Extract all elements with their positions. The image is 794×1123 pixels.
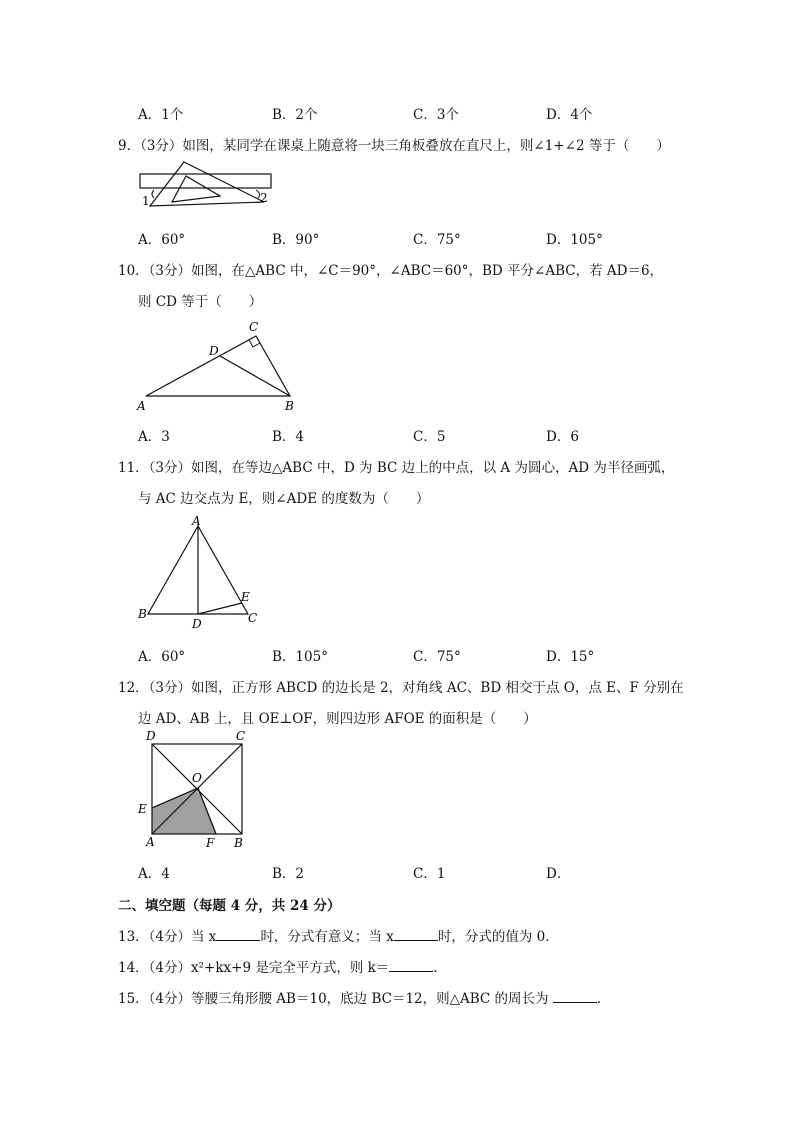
q11-text-line2: 与 AC 边交点为 E，则∠ADE 的度数为（ ） xyxy=(138,491,430,507)
q9-figure xyxy=(136,160,281,212)
segment-de xyxy=(198,603,242,614)
q12-option-b: B．2 xyxy=(272,866,305,882)
q12-option-a: A．4 xyxy=(138,866,170,882)
label-d: D xyxy=(209,344,219,358)
label-a: A xyxy=(192,514,201,528)
q15-blank[interactable] xyxy=(553,990,597,1003)
bisector-bd xyxy=(220,356,290,396)
label-d: D xyxy=(192,617,202,631)
label-2: 2 xyxy=(260,191,268,205)
q8-option-d: D．4个 xyxy=(546,107,593,123)
q13-blank-1[interactable] xyxy=(216,928,260,941)
q12-text-line2: 边 AD、AB 上，且 OE⊥OF，则四边形 AFOE 的面积是（ ） xyxy=(138,711,537,727)
triangle-ruler-outer xyxy=(150,162,264,206)
q8-option-a: A．1个 xyxy=(138,107,184,123)
q11-option-b: B．105° xyxy=(272,649,328,665)
ruler-shape xyxy=(140,174,271,188)
label-c: C xyxy=(236,729,246,743)
q15-part1: 15．（4分）等腰三角形腰 AB＝10，底边 BC＝12，则△ABC 的周长为 xyxy=(118,991,553,1007)
q10-option-d: D．6 xyxy=(546,429,579,445)
label-d: D xyxy=(146,729,156,743)
label-a: A xyxy=(146,835,155,849)
label-a: A xyxy=(137,399,146,413)
q10-figure xyxy=(134,316,304,416)
q12-text-line1: 12．（3分）如图，正方形 ABCD 的边长是 2，对角线 AC、BD 相交于点 O，点 E、F 分别在 xyxy=(118,680,684,696)
q8-option-b: B．2个 xyxy=(272,107,318,123)
q15-text xyxy=(118,987,610,1007)
label-b: B xyxy=(138,607,147,621)
q14-blank[interactable] xyxy=(389,959,433,972)
q12-option-c: C．1 xyxy=(413,866,446,882)
label-c: C xyxy=(248,611,258,625)
q13-part2: 时，分式有意义；当 x xyxy=(260,929,394,945)
label-o: O xyxy=(192,771,202,785)
q8-option-c: C．3个 xyxy=(413,107,459,123)
label-c: C xyxy=(249,320,259,334)
q11-option-d: D．15° xyxy=(546,649,595,665)
q11-option-c: C．75° xyxy=(413,649,461,665)
q13-blank-2[interactable] xyxy=(394,928,438,941)
section-2-title: 二、填空题（每题 4 分，共 24 分） xyxy=(118,898,341,914)
label-b: B xyxy=(285,399,294,413)
q15-part2: ． xyxy=(596,991,611,1007)
q9-text: 9．（3分）如图，某同学在课桌上随意将一块三角板叠放在直尺上，则∠1+∠2 等于（ ） xyxy=(118,138,670,154)
q11-text-line1: 11．（3分）如图，在等边△ABC 中，D 为 BC 边上的中点，以 A 为圆心，AD 为半径画弧， xyxy=(118,460,675,476)
label-e: E xyxy=(138,802,147,816)
q10-text-line1: 10．（3分）如图，在△ABC 中，∠C＝90°，∠ABC＝60°，BD 平分∠ABC，若 AD＝6， xyxy=(118,263,664,279)
label-1: 1 xyxy=(142,194,150,208)
q10-text-line2: 则 CD 等于（ ） xyxy=(138,294,263,310)
q10-option-b: B．4 xyxy=(272,429,305,445)
q9-option-b: B．90° xyxy=(272,232,320,248)
q11-figure xyxy=(134,514,264,634)
label-b: B xyxy=(234,836,243,850)
q9-option-d: D．105° xyxy=(546,232,603,248)
q12-option-d: D． xyxy=(546,866,571,882)
q14-part1: 14．（4分）x²+kx+9 是完全平方式，则 k＝ xyxy=(118,960,390,976)
q10-option-a: A．3 xyxy=(138,429,170,445)
q13-text xyxy=(118,925,559,945)
q14-text xyxy=(118,956,447,976)
q13-part3: 时，分式的值为 0． xyxy=(437,929,559,945)
q10-option-c: C．5 xyxy=(413,429,446,445)
q12-figure xyxy=(134,728,254,852)
q9-option-a: A．60° xyxy=(138,232,186,248)
q11-option-a: A．60° xyxy=(138,649,186,665)
q14-part2: ． xyxy=(433,960,447,976)
triangle-ruler-inner xyxy=(172,176,220,202)
q13-part1: 13．（4分）当 x xyxy=(118,929,217,945)
label-f: F xyxy=(206,836,215,850)
q9-option-c: C．75° xyxy=(413,232,461,248)
angle-1-arc xyxy=(152,190,154,198)
label-e: E xyxy=(241,590,250,604)
